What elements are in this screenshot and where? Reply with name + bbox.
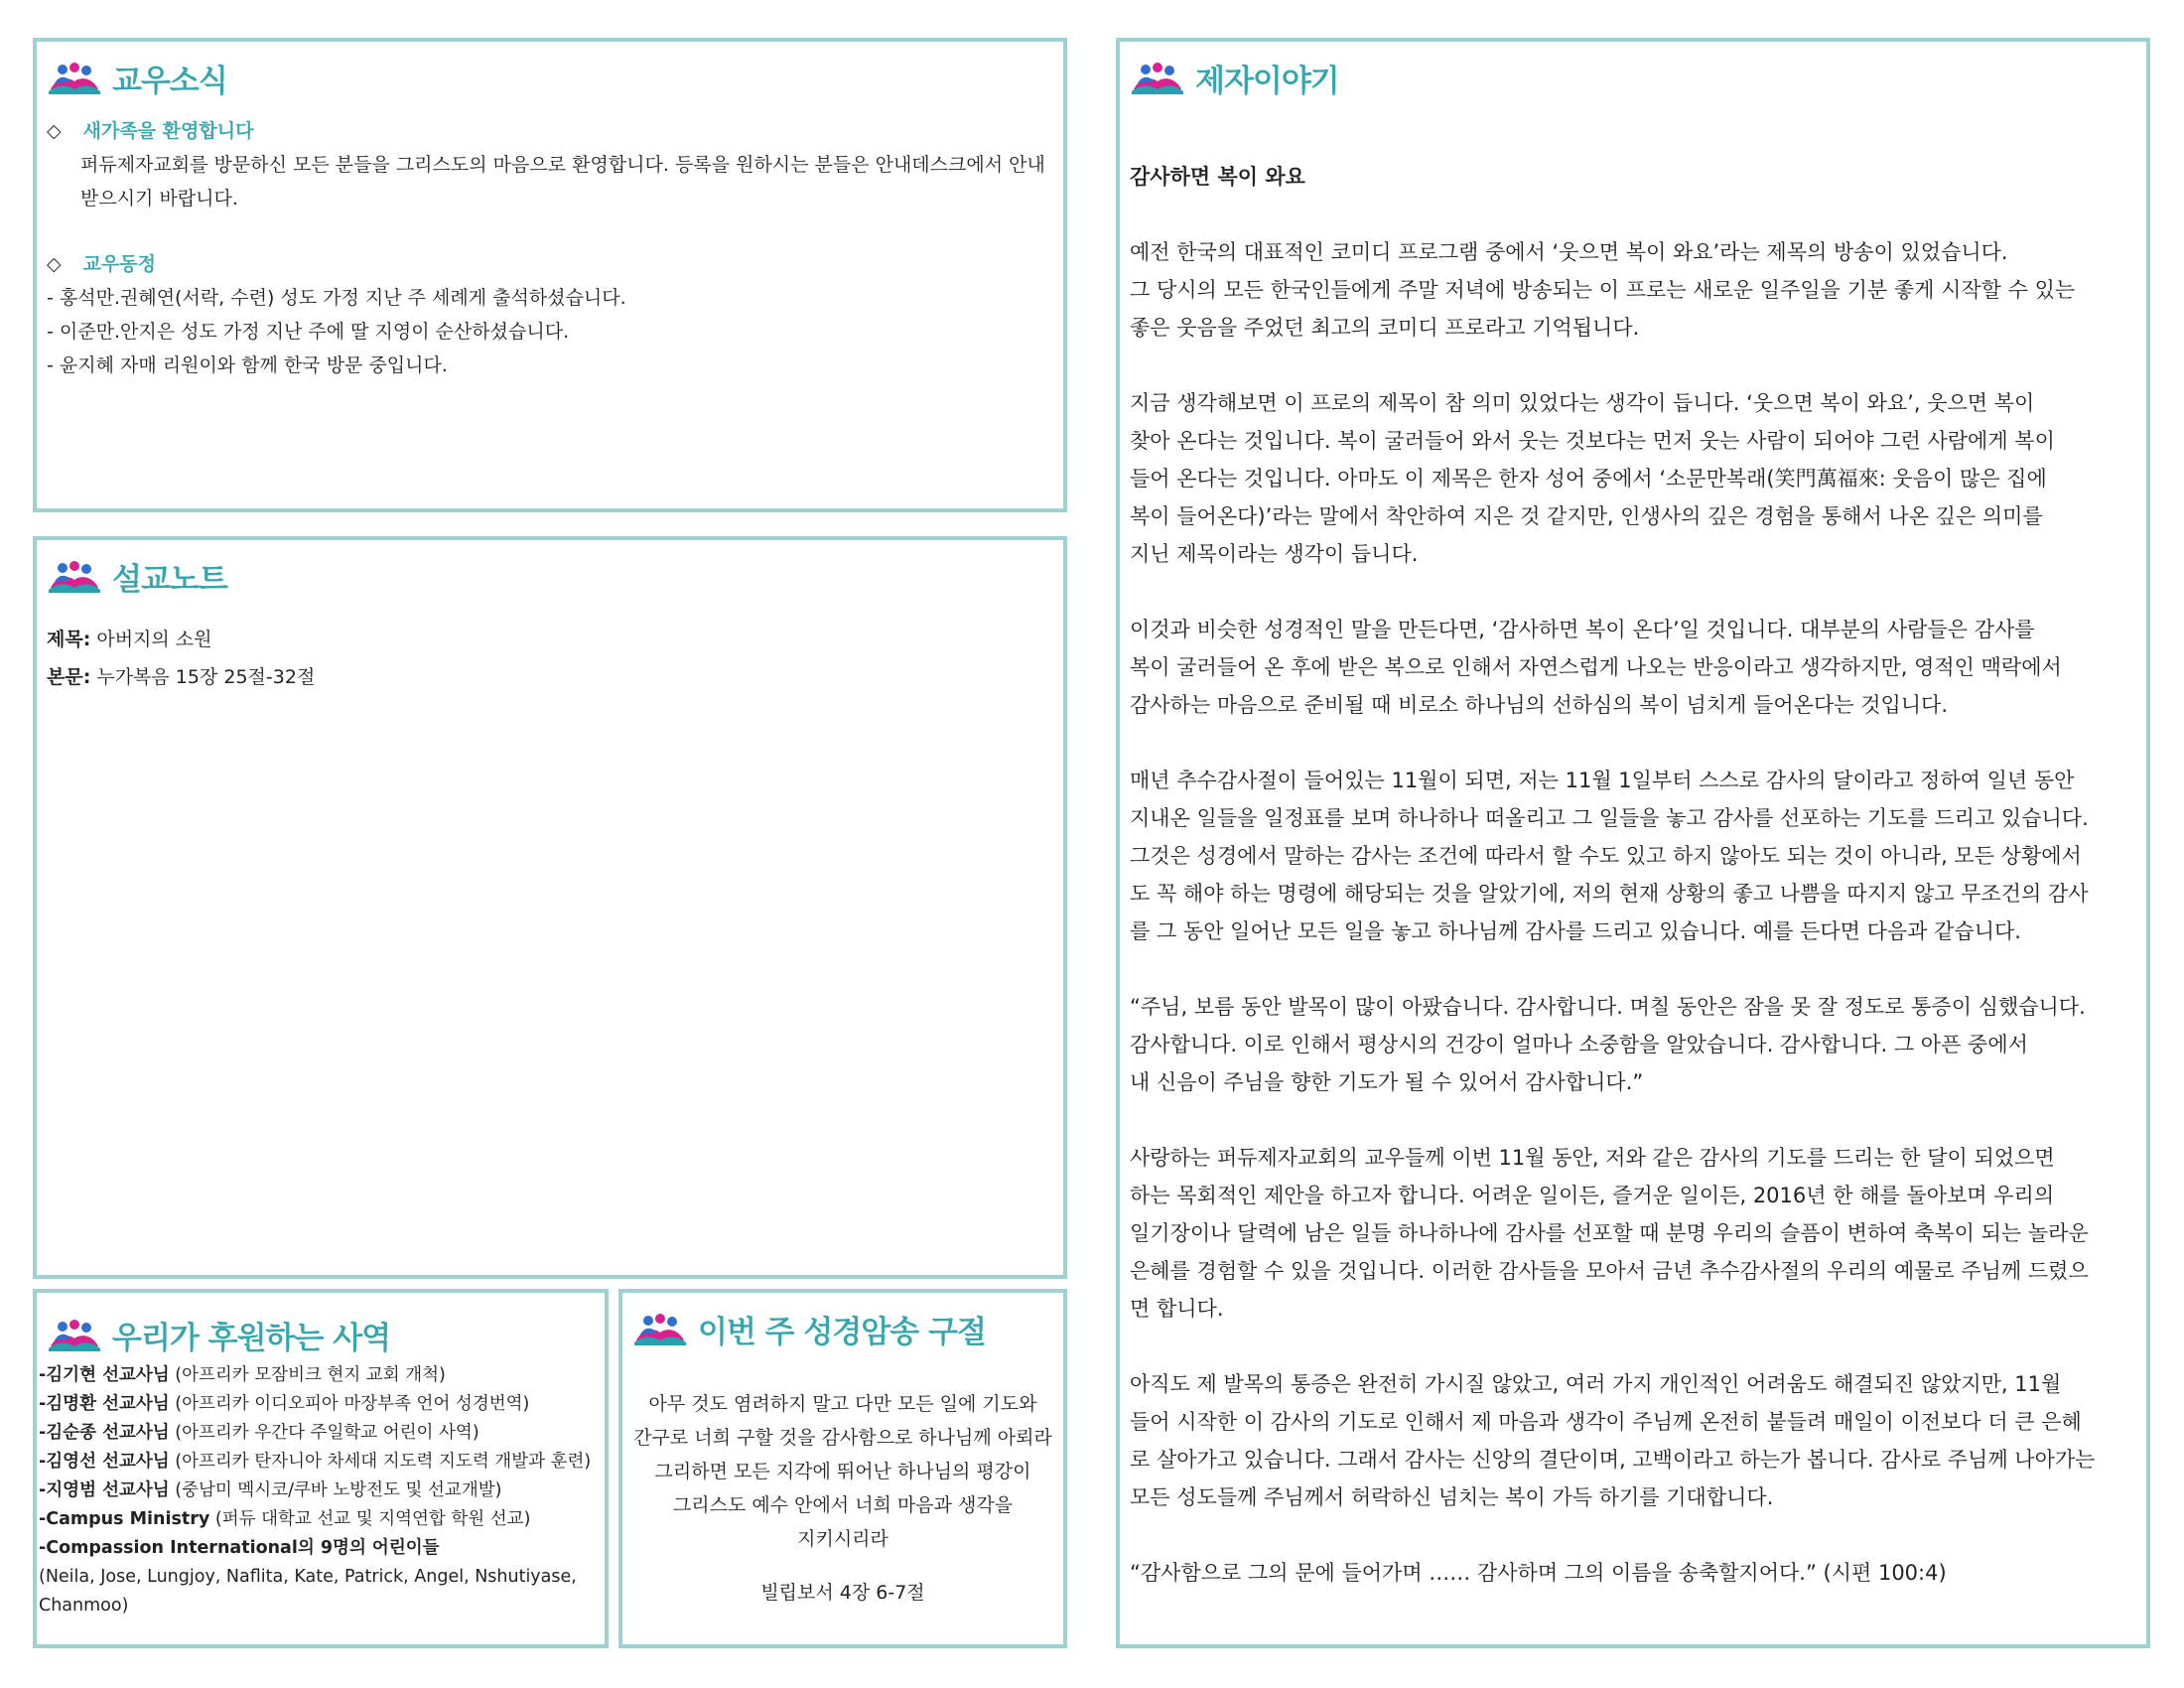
- story-box: [1116, 38, 2150, 1648]
- story-line: 지내온 일들을 일정표를 보며 하나하나 떠올리고 그 일들을 놓고 감사를 선포하는 기도를 드리고 있습니다.: [1130, 806, 2089, 830]
- story-line: 복이 들어온다)’라는 말에서 착안하여 지은 것 같지만, 인생사의 깊은 경험을 통해서 나온 깊은 의미를: [1130, 504, 2043, 528]
- church-logo-icon: [47, 62, 102, 95]
- mission-item: -Campus Ministry (퍼듀 대학교 선교 및 지역연합 학원 선교): [39, 1509, 531, 1529]
- story-line: 지금 생각해보면 이 프로의 제목이 참 의미 있었다는 생각이 듭니다. ‘웃으면 복이 와요’, 웃으면 복이: [1130, 391, 2035, 415]
- verse-line: 그리하면 모든 지각에 뛰어난 하나님의 평강이: [654, 1461, 1031, 1482]
- updates-heading: ◇ 교우동정: [47, 253, 157, 275]
- story-line: 좋은 웃음을 주었던 최고의 코미디 프로라고 기억됩니다.: [1130, 316, 1640, 340]
- mission-item: -김순종 선교사님 (아프리카 우간다 주일학교 어린이 사역): [39, 1423, 479, 1443]
- update-item: - 윤지혜 자매 리원이와 함께 한국 방문 중입니다.: [47, 354, 448, 376]
- story-title: 제자이야기: [1195, 64, 1339, 99]
- story-line: 하는 목회적인 제안을 하고자 합니다. 어려운 일이든, 즐거운 일이든, 2016년 한 해를 돌아보며 우리의: [1130, 1184, 2055, 1207]
- missions-header: [47, 1313, 605, 1357]
- story-line: 은혜를 경험할 수 있을 것입니다. 이러한 감사들을 모아서 금년 추수감사절의 우리의 예물로 주님께 드렸으: [1130, 1259, 2089, 1283]
- memory-verse-box: [618, 1289, 1067, 1648]
- story-line: 이것과 비슷한 성경적인 말을 만든다면, ‘감사하면 복이 온다’일 것입니다. 대부분의 사람들은 감사를: [1130, 618, 2035, 641]
- story-line: 내 신음이 주님을 향한 기도가 될 수 있어서 감사합니다.”: [1130, 1070, 1644, 1094]
- story-line: 로 살아가고 있습니다. 그래서 감사는 신앙의 결단이며, 고백이라고 하는가 봅니다. 감사로 주님께 나아가는: [1130, 1448, 2096, 1472]
- diamond-icon: ◇: [47, 253, 62, 275]
- verse-line: 간구로 너희 구할 것을 감사함으로 하나님께 아뢰라: [633, 1427, 1052, 1449]
- news-title: 교우소식: [112, 64, 227, 99]
- story-line: 그것은 성경에서 말하는 감사는 조건에 따라서 할 수도 있고 하지 않아도 되는 것이 아니라, 모든 상황에서: [1130, 844, 2082, 868]
- story-line: 들어 온다는 것입니다. 아마도 이 제목은 한자 성어 중에서 ‘소문만복래(笑門萬福來: 웃음이 많은 집에: [1130, 467, 2047, 491]
- story-line: 지닌 제목이라는 생각이 듭니다.: [1130, 542, 1419, 566]
- story-line: 를 그 동안 일어난 모든 일을 놓고 하나님께 감사를 드리고 있습니다. 예를 든다면 다음과 같습니다.: [1130, 919, 2021, 943]
- mission-children: (Neila, Jose, Lungjoy, Naflita, Kate, Patrick, Angel, Nshutiyase, Chanmoo): [39, 1567, 577, 1616]
- story-line: 모든 성도들께 주님께서 허락하신 넘치는 복이 가득 하기를 기대합니다.: [1130, 1485, 1774, 1509]
- update-item: - 홍석만.권혜연(서락, 수련) 성도 가정 지난 주 세례게 출석하셨습니다.: [47, 287, 626, 309]
- story-line: 감사합니다. 이로 인해서 평상시의 건강이 얼마나 소중함을 알았습니다. 감사합니다. 그 아픈 중에서: [1130, 1033, 2028, 1056]
- mission-item: -김명환 선교사님 (아프리카 이디오피아 마장부족 언어 성경번역): [39, 1394, 530, 1414]
- memory-header: [632, 1307, 1063, 1351]
- story-line: 예전 한국의 대표적인 코미디 프로그램 중에서 ‘웃으면 복이 와요’라는 제목의 방송이 있었습니다.: [1130, 240, 2008, 264]
- memory-title: 이번 주 성경암송 구절: [698, 1315, 986, 1350]
- church-logo-icon: [47, 560, 102, 594]
- verse-line: 아무 것도 염려하지 말고 다만 모든 일에 기도와: [648, 1393, 1037, 1415]
- mission-item: -김기현 선교사님 (아프리카 모잠비크 현지 교회 개척): [39, 1365, 446, 1385]
- update-item: - 이준만.안지은 성도 가정 지난 주에 딸 지영이 순산하셨습니다.: [47, 321, 570, 343]
- welcome-heading: ◇ 새가족을 환영합니다: [47, 120, 254, 142]
- verse-reference: 빌립보서 4장 6-7절: [760, 1582, 925, 1604]
- story-line: 찾아 온다는 것입니다. 복이 굴러들어 와서 웃는 것보다는 먼저 웃는 사람이 되어야 그런 사람에게 복이: [1130, 429, 2055, 453]
- missions-box: [33, 1289, 609, 1648]
- church-logo-icon: [47, 1319, 102, 1352]
- story-line: 아직도 제 발목의 통증은 완전히 가시질 않았고, 여러 가지 개인적인 어려움도 해결되진 않았지만, 11월: [1130, 1372, 2062, 1396]
- story-line: 매년 추수감사절이 들어있는 11월이 되면, 저는 11월 1일부터 스스로 감사의 달이라고 정하여 일년 동안: [1130, 769, 2075, 792]
- sermon-text: 본문: 누가복음 15장 25절-32절: [47, 666, 316, 688]
- story-line: 복이 굴러들어 온 후에 받은 복으로 인해서 자연스럽게 나오는 반응이라고 생각하지만, 영적인 맥락에서: [1130, 655, 2062, 679]
- mission-item: -Compassion International의 9명의 어린이들: [39, 1538, 440, 1558]
- story-body: [1130, 158, 2138, 1592]
- sermon-title: 설교노트: [112, 562, 227, 598]
- story-line: 그 당시의 모든 한국인들에게 주말 저녁에 방송되는 이 프로는 새로운 일주일을 기분 좋게 시작할 수 있는: [1130, 278, 2076, 302]
- story-header: [1130, 56, 2146, 100]
- sermon-box: [33, 536, 1067, 1279]
- church-logo-icon: [1130, 62, 1185, 95]
- news-box: [33, 38, 1067, 512]
- story-line: “감사함으로 그의 문에 들어가며 …… 감사하며 그의 이름을 송축할지어다.” (시편 100:4): [1130, 1561, 1947, 1585]
- diamond-icon: ◇: [47, 120, 62, 142]
- story-line: “주님, 보름 동안 발목이 많이 아팠습니다. 감사합니다. 며칠 동안은 잠을 못 잘 정도로 통증이 심했습니다.: [1130, 995, 2086, 1019]
- mission-item: -김영선 선교사님 (아프리카 탄자니아 차세대 지도력 지도력 개발과 훈련): [39, 1452, 592, 1472]
- sermon-subject: 제목: 아버지의 소원: [47, 629, 212, 650]
- news-header: [47, 56, 1063, 100]
- story-line: 사랑하는 퍼듀제자교회의 교우들께 이번 11월 동안, 저와 같은 감사의 기도를 드리는 한 달이 되었으면: [1130, 1146, 2055, 1170]
- story-heading: 감사하면 복이 와요: [1130, 165, 1305, 189]
- story-line: 들어 시작한 이 감사의 기도로 인해서 제 마음과 생각이 주님께 온전히 붙들려 매일이 이전보다 더 큰 은혜: [1130, 1410, 2082, 1434]
- church-logo-icon: [632, 1313, 688, 1346]
- verse-line: 지키시리라: [797, 1528, 888, 1550]
- missions-title: 우리가 후원하는 사역: [112, 1321, 391, 1356]
- story-line: 감사하는 마음으로 준비될 때 비로소 하나님의 선하심의 복이 넘치게 들어온다는 것입니다.: [1130, 693, 1949, 717]
- welcome-text: 퍼듀제자교회를 방문하신 모든 분들을 그리스도의 마음으로 환영합니다. 등록을 원하시는 분들은 안내데스크에서 안내 받으시기 바랍니다.: [80, 154, 1045, 210]
- mission-item: -지영범 선교사님 (중남미 멕시코/쿠바 노방전도 및 선교개발): [39, 1480, 502, 1500]
- verse-line: 그리스도 예수 안에서 너희 마음과 생각을: [672, 1494, 1014, 1516]
- story-paragraphs: [1130, 233, 2138, 1592]
- sermon-header: [47, 554, 1063, 599]
- story-line: 도 꼭 해야 하는 명령에 해당되는 것을 알았기에, 저의 현재 상황의 좋고 나쁨을 따지지 않고 무조건의 감사: [1130, 882, 2089, 906]
- story-line: 면 합니다.: [1130, 1297, 1224, 1321]
- story-line: 일기장이나 달력에 남은 일들 하나하나에 감사를 선포할 때 분명 우리의 슬픔이 변하여 축복이 되는 놀라운: [1130, 1221, 2089, 1245]
